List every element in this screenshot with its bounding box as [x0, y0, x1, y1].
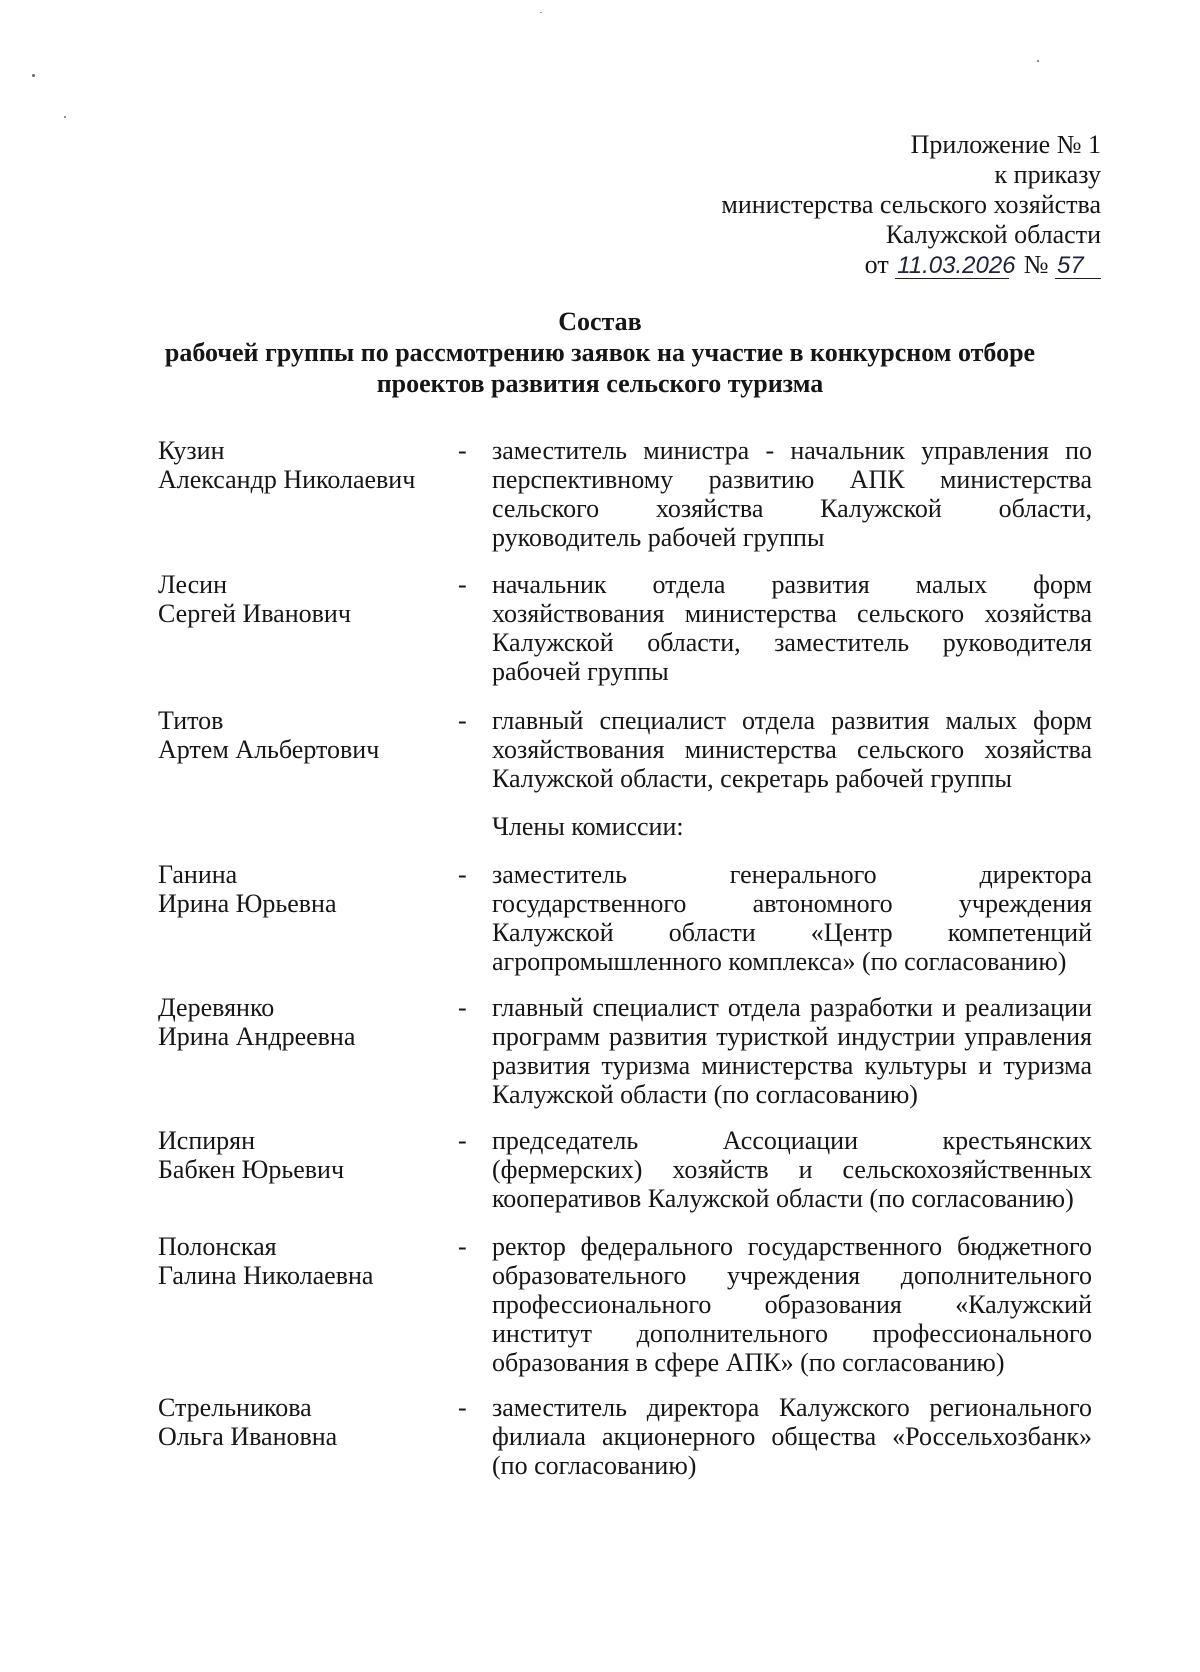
member-given-name: Бабкен Юрьевич	[158, 1155, 345, 1184]
member-name	[158, 860, 448, 918]
entry-dash: -	[458, 1393, 467, 1422]
member-surname: Испирян	[158, 1126, 256, 1155]
scan-speck	[540, 12, 542, 13]
member-surname: Полонская	[158, 1232, 277, 1261]
members-label: Члены комиссии:	[492, 812, 684, 841]
member-name	[158, 570, 448, 628]
entry-dash: -	[458, 1126, 467, 1155]
annex-title: Приложение № 1	[910, 130, 1101, 159]
member-role: главный специалист отдела разработки и реализации программ развития туристкой индустрии управления развития туризма министерства культуры и туризма Калужской области (по согласованию)	[492, 993, 1092, 1109]
annex-date-number	[721, 250, 1101, 280]
member-given-name: Ольга Ивановна	[158, 1422, 338, 1451]
member-name	[158, 1393, 448, 1451]
member-role: начальник отдела развития малых форм хозяйствования министерства сельского хозяйства Калужской области, заместитель руководителя рабочей группы	[492, 570, 1092, 686]
entry-dash: -	[458, 436, 467, 465]
entry-dash: -	[458, 860, 467, 889]
member-given-name: Сергей Иванович	[158, 599, 351, 628]
member-given-name: Ирина Андреевна	[158, 1022, 356, 1051]
entry-dash: -	[458, 1232, 467, 1261]
member-given-name: Ирина Юрьевна	[158, 889, 337, 918]
scan-speck	[32, 74, 35, 77]
member-role: заместитель генерального директора государственного автономного учреждения Калужской области «Центр компетенций агропромышленного комплекса» (по согласованию)	[492, 860, 1092, 976]
member-surname: Ганина	[158, 860, 238, 889]
date-prefix: от	[864, 250, 889, 279]
entry-dash: -	[458, 706, 467, 735]
member-role: председатель Ассоциации крестьянских (фермерских) хозяйств и сельскохозяйственных кооперативов Калужской области (по согласованию)	[492, 1126, 1092, 1213]
member-given-name: Александр Николаевич	[158, 465, 416, 494]
annex-ministry: министерства сельского хозяйства	[721, 190, 1101, 219]
member-surname: Лесин	[158, 570, 228, 599]
member-role: заместитель министра - начальник управления по перспективному развитию АПК министерства сельского хозяйства Калужской области, руководитель рабочей группы	[492, 436, 1092, 552]
scan-speck	[64, 116, 66, 118]
title-line-3: проектов развития сельского туризма	[376, 369, 824, 398]
member-surname: Стрельникова	[158, 1393, 312, 1422]
member-name	[158, 1126, 448, 1184]
document-title	[0, 306, 1200, 399]
member-given-name: Галина Николаевна	[158, 1261, 374, 1290]
annex-order-ref: к приказу	[994, 160, 1101, 189]
title-line-2: рабочей группы по рассмотрению заявок на участие в конкурсном отборе	[164, 338, 1036, 367]
member-name	[158, 1232, 448, 1290]
member-given-name: Артем Альбертович	[158, 735, 380, 764]
member-role: заместитель директора Калужского регионального филиала акционерного общества «Россельхозбанк» (по согласованию)	[492, 1393, 1092, 1480]
member-surname: Кузин	[158, 436, 225, 465]
member-name	[158, 436, 448, 494]
member-role: ректор федерального государственного бюджетного образовательного учреждения дополнительного профессионального образования «Калужский институт дополнительного профессионального образования в сфере АПК» (по согласованию)	[492, 1232, 1092, 1377]
entry-dash: -	[458, 570, 467, 599]
member-name	[158, 993, 448, 1051]
number-prefix: №	[1023, 250, 1049, 279]
handwritten-number: 57	[1055, 254, 1101, 279]
annex-region: Калужской области	[885, 220, 1101, 249]
member-surname: Титов	[158, 706, 224, 735]
title-line-1: Состав	[558, 307, 642, 336]
member-surname: Деревянко	[158, 993, 275, 1022]
annex-header	[721, 130, 1101, 280]
scan-speck	[1037, 60, 1039, 62]
handwritten-date: 11.03.2026	[897, 252, 1016, 279]
entry-dash: -	[458, 993, 467, 1022]
member-name	[158, 706, 448, 764]
member-role: главный специалист отдела развития малых форм хозяйствования министерства сельского хозяйства Калужской области, секретарь рабочей группы	[492, 706, 1092, 793]
